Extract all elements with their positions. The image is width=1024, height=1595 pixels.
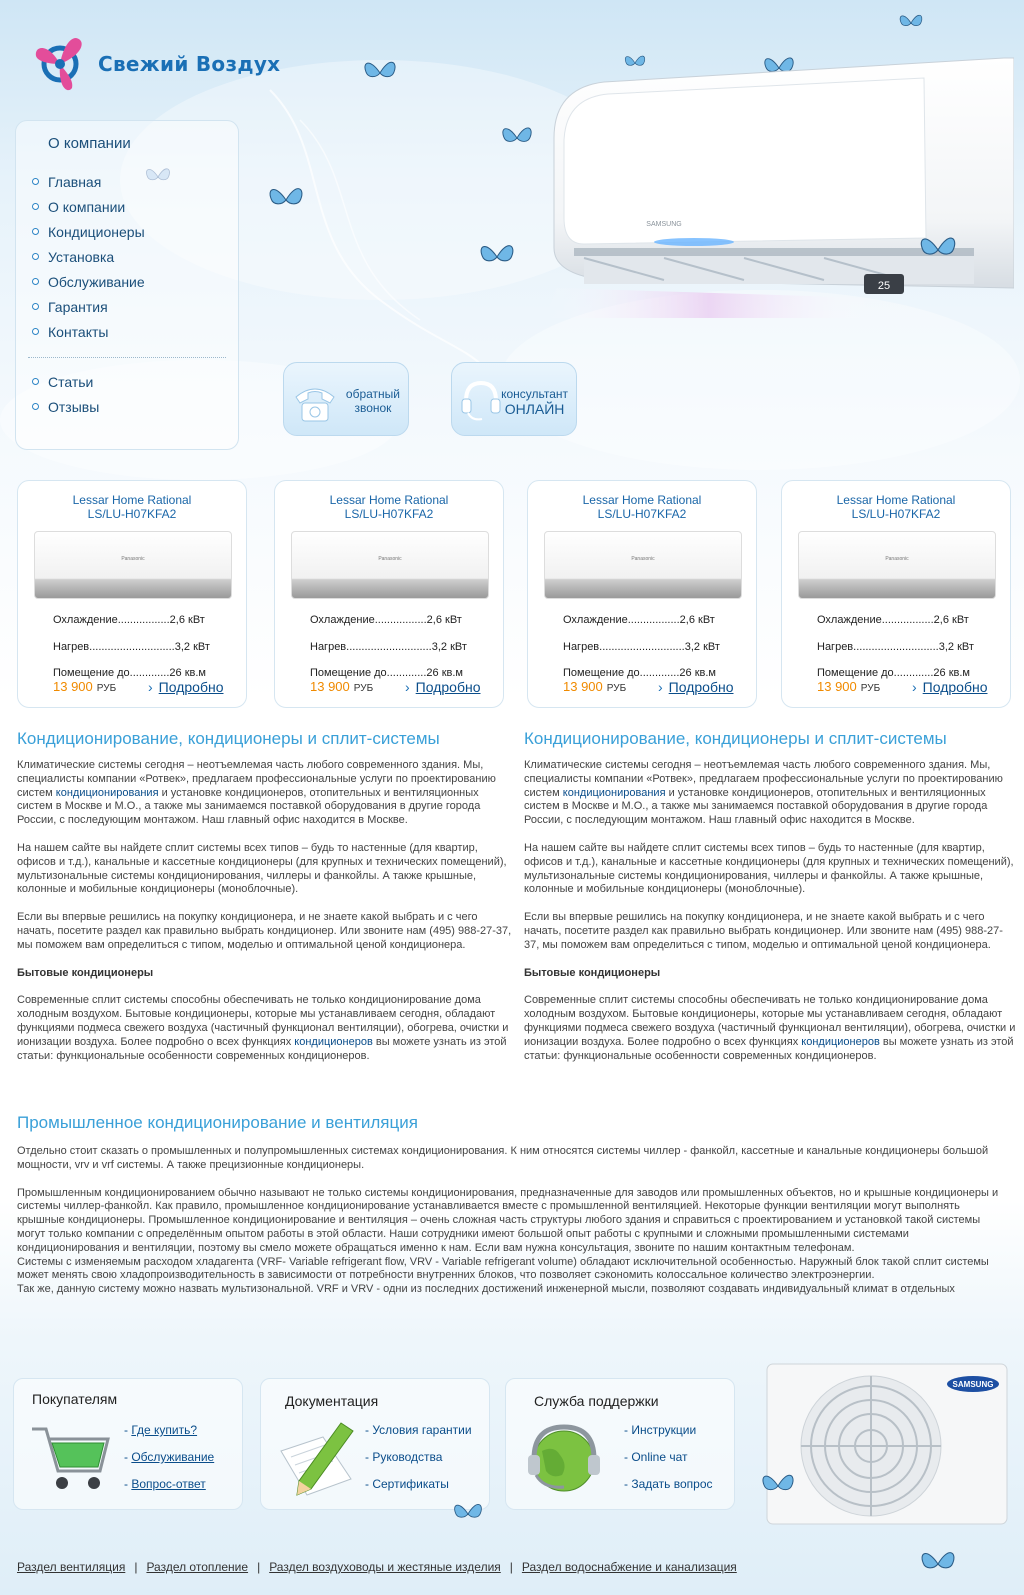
- spec-cooling: Охлаждение.................2,6 кВт: [817, 614, 969, 626]
- product-title-line2: LS/LU-H07KFA2: [851, 507, 941, 521]
- price-currency: РУБ: [96, 683, 117, 694]
- menu-item-label: Обслуживание: [48, 273, 145, 290]
- footer-link-ducts[interactable]: Раздел воздуховоды и жестяные изделия: [269, 1560, 501, 1574]
- menu-item-reviews[interactable]: [32, 394, 99, 419]
- callback-line2: звонок: [354, 401, 392, 415]
- product-image[interactable]: [544, 531, 742, 599]
- footer-separator: |: [257, 1560, 261, 1574]
- link-online-chat[interactable]: - Online чат: [624, 1450, 688, 1464]
- product-price: [817, 679, 880, 694]
- menu-item-contacts[interactable]: [32, 319, 145, 344]
- article-right: [524, 729, 1016, 1077]
- text: Современные сплит системы способны обеспечивать не только кондиционирование дома холодным воздухом. Бытовые кондиционеры, которые мы устанавливаем сегодня, обладают функциями подмеса свежего воздуха (частичный функционал вентиляции), обогрева, очистки и ионизации воздуха. Более подробно о всех функциях: [17, 994, 509, 1048]
- text: вы можете узнать из этой статьи: функциональные особенности современных кондиционеров.: [524, 1035, 1014, 1062]
- shopping-cart-icon: [28, 1419, 114, 1499]
- article-paragraph: Если вы впервые решились на покупку кондиционера, и не знаете какой выбрать и с чего начать, посетите раздел как правильно выбрать кондиционер. Или звоните нам (495) 988-27-37, мы поможем вам определиться с типом, моделью и оптимальной ценой кондиционера.: [524, 911, 1003, 951]
- product-brand: Panasonic: [121, 556, 145, 562]
- menu-item-home[interactable]: [32, 169, 145, 194]
- menu-item-about[interactable]: [32, 194, 145, 219]
- link-warranty-terms[interactable]: - Условия гарантии: [365, 1423, 472, 1437]
- butterfly-icon: [898, 10, 924, 36]
- footer-link-heating[interactable]: Раздел отопление: [146, 1560, 249, 1574]
- product-image[interactable]: [34, 531, 232, 599]
- article-paragraph: [524, 759, 1016, 828]
- product-card: [527, 480, 757, 708]
- product-card: [781, 480, 1011, 708]
- menu-divider: [28, 357, 226, 358]
- box-docs: [260, 1378, 490, 1510]
- product-title[interactable]: [18, 493, 246, 521]
- product-title-line1: Lessar Home Rational: [836, 493, 956, 507]
- consultant-button[interactable]: [451, 362, 577, 436]
- more-link[interactable]: › Подробно: [658, 679, 734, 695]
- bullet-icon: [32, 203, 39, 210]
- product-brand: Panasonic: [885, 556, 909, 562]
- industrial-paragraph: Промышленным кондиционированием обычно называют не только системы кондиционирования, предназначенные для заводов или промышленных объектов, но и крышные кондиционеры и системы чиллер-фанкойл. Как правило, промышленное кондиционирование устанавливается вместе с промышленной вентиляцией. Некоторые функции вентиляции могут выполнять крышные кондиционеры. Промышленное кондиционирование и вентиляция – очень сложная часть структуры любого здания и справиться с проектированием и установкой такой системы могут только компании с определённым опытом работы в этой области. Наши сотрудники имеют большой опыт работы с крупными и сложными промышленными системами кондиционирования и вентиляции, поэтому вы смело можете обращаться именно к нам. Если вам нужна консультация, звоните по нашим контактным телефонам.: [17, 1186, 999, 1254]
- spec-room: Помещение до.............26 кв.м: [310, 667, 463, 679]
- product-title-line1: Lessar Home Rational: [72, 493, 192, 507]
- price-currency: РУБ: [606, 683, 627, 694]
- more-link[interactable]: › Подробно: [405, 679, 481, 695]
- box-buyers: [13, 1378, 243, 1510]
- menu-item-label: Контакты: [48, 323, 109, 340]
- bullet-icon: [32, 403, 39, 410]
- product-title-line2: LS/LU-H07KFA2: [344, 507, 434, 521]
- butterfly-icon: [918, 1546, 958, 1582]
- link-where-to-buy[interactable]: - Где купить?: [124, 1423, 198, 1437]
- article-paragraph: Если вы впервые решились на покупку кондиционера, и не знаете какой выбрать и с чего начать, посетите раздел как правильно выбрать кондиционер. Или звоните нам (495) 988-27-37, мы поможем вам определиться с типом, моделью и оптимальной ценой кондиционера.: [17, 911, 512, 951]
- product-image[interactable]: [798, 531, 996, 599]
- more-link[interactable]: › Подробно: [148, 679, 224, 695]
- product-title[interactable]: [782, 493, 1010, 521]
- spec-heating: Нагрев............................3,2 кВт: [817, 641, 974, 653]
- headset-icon: [458, 375, 504, 425]
- article-subtitle: Бытовые кондиционеры: [17, 966, 154, 979]
- link-certificates[interactable]: - Сертификаты: [365, 1477, 449, 1491]
- industrial-title: Промышленное кондиционирование и вентиляция: [17, 1113, 418, 1132]
- text: вы можете узнать из этой статьи: функциональные особенности современных кондиционеров.: [17, 1035, 507, 1062]
- consultant-line2: ОНЛАЙН: [504, 401, 565, 417]
- footer-links: [17, 1560, 737, 1574]
- price-value: 13 900: [817, 679, 857, 694]
- article-title: Кондиционирование, кондиционеры и сплит-системы: [524, 729, 947, 748]
- bullet-icon: [32, 378, 39, 385]
- spec-cooling: Охлаждение.................2,6 кВт: [563, 614, 715, 626]
- link-ask-question[interactable]: - Задать вопрос: [624, 1477, 713, 1491]
- box-support: [505, 1378, 735, 1510]
- butterfly-icon: [478, 236, 516, 278]
- link-faq[interactable]: - Вопрос-ответ: [124, 1477, 206, 1491]
- logo-fan-icon[interactable]: [28, 32, 92, 96]
- menu-title: О компании: [48, 135, 131, 152]
- product-card: [17, 480, 247, 708]
- text: и установке кондиционеров, отопительных и вентиляционных систем в Москве и М.О., а также мы занимаемся поставкой оборудования в другие города России, с последующим монтажом. Наш главный офис находится в Москве.: [524, 786, 988, 827]
- product-price: [310, 679, 373, 694]
- bullet-icon: [32, 303, 39, 310]
- article-subtitle: Бытовые кондиционеры: [524, 966, 661, 979]
- bullet-icon: [32, 253, 39, 260]
- brand-name[interactable]: Свежий Воздух: [98, 52, 281, 76]
- price-currency: РУБ: [353, 683, 374, 694]
- spec-heating: Нагрев............................3,2 кВт: [310, 641, 467, 653]
- product-brand: Panasonic: [631, 556, 655, 562]
- product-title-line1: Lessar Home Rational: [329, 493, 449, 507]
- article-paragraph: На нашем сайте вы найдете сплит системы всех типов – будь то настенные (для квартир, офисов и т.д.), канальные и кассетные кондиционеры (для крупных и технических помещений), мультизональные системы кондиционирования, чиллеры и фанкойлы. А также крышные, колонные и мобильные кондиционеры (моноблочные).: [17, 841, 507, 896]
- spec-room: Помещение до.............26 кв.м: [817, 667, 970, 679]
- menu-item-label: О компании: [48, 198, 126, 215]
- footer-link-ventilation[interactable]: Раздел вентиляция: [17, 1560, 126, 1574]
- article-title: Кондиционирование, кондиционеры и сплит-системы: [17, 729, 440, 748]
- text: Современные сплит системы способны обеспечивать не только кондиционирование дома холодным воздухом. Бытовые кондиционеры, которые мы устанавливаем сегодня, обладают функциями подмеса свежего воздуха (частичный функционал вентиляции), обогрева, очистки и ионизации воздуха. Более подробно о всех функциях: [524, 994, 1016, 1048]
- text: Климатические системы сегодня – неотъемлемая часть любого современного здания. Мы, специалисты компании «Ротвек», предлагаем профессиональные услуги по проектированию систем: [524, 759, 1003, 799]
- butterfly-icon: [500, 122, 534, 154]
- side-menu: [15, 120, 239, 450]
- text: Климатические системы сегодня – неотъемлемая часть любого современного здания. Мы, специалисты компании «Ротвек», предлагаем профессиональные услуги по проектированию систем: [17, 759, 496, 799]
- menu-item-warranty[interactable]: [32, 294, 145, 319]
- box-title: Документация: [285, 1393, 379, 1409]
- footer-separator: |: [134, 1560, 138, 1574]
- product-card: [274, 480, 504, 708]
- product-image[interactable]: [291, 531, 489, 599]
- phone-icon: [290, 377, 340, 425]
- support-globe-icon: [524, 1415, 608, 1501]
- butterfly-icon: [760, 1466, 796, 1506]
- link-instructions[interactable]: - Инструкции: [624, 1423, 697, 1437]
- butterfly-icon: [918, 228, 958, 272]
- article-left: [17, 729, 513, 1077]
- link-conditioning[interactable]: кондиционирования: [562, 786, 666, 799]
- menu-item-installation[interactable]: [32, 244, 145, 269]
- price-value: 13 900: [563, 679, 603, 694]
- link-conditioners[interactable]: кондиционеров: [294, 1035, 376, 1048]
- product-price: [563, 679, 626, 694]
- industrial-section: [17, 1113, 1002, 1311]
- text: и установке кондиционеров, отопительных и вентиляционных систем в Москве и М.О., а также мы занимаемся поставкой оборудования в другие города России, с последующим монтажом. Наш главный офис находится в Москве.: [17, 786, 481, 827]
- menu-item-articles[interactable]: [32, 369, 99, 394]
- industrial-paragraph: Отдельно стоит сказать о промышленных и полупромышленных системах кондиционирования. К ним относятся системы чиллер - фанкойл, кассетные и канальные кондиционеры большой мощности, vrv и vrf системы. А также прецизионные кондиционеры.: [17, 1145, 989, 1171]
- product-title-line1: Lessar Home Rational: [582, 493, 702, 507]
- document-pencil-icon: [271, 1417, 361, 1501]
- more-link[interactable]: › Подробно: [912, 679, 988, 695]
- menu-item-label: Гарантия: [48, 298, 108, 315]
- bullet-icon: [32, 178, 39, 185]
- industrial-paragraph: Так же, данную систему можно назвать мультизональной. VRF и VRV - одни из последних достижений инженерной мысли, позволяют создавать индивидуальный климат в отдельных: [17, 1283, 955, 1296]
- ac-brand-label: SAMSUNG: [646, 221, 682, 228]
- box-title: Служба поддержки: [534, 1393, 659, 1409]
- menu-list-secondary: [32, 369, 99, 419]
- bullet-icon: [32, 278, 39, 285]
- butterfly-icon: [362, 56, 398, 90]
- spec-room: Помещение до.............26 кв.м: [563, 667, 716, 679]
- hero-air-conditioner: [544, 48, 1014, 318]
- spec-heating: Нагрев............................3,2 кВт: [53, 641, 210, 653]
- spec-room: Помещение до.............26 кв.м: [53, 667, 206, 679]
- article-paragraph: На нашем сайте вы найдете сплит системы всех типов – будь то настенные (для квартир, офисов и т.д.), канальные и кассетные кондиционеры (для крупных и технических помещений), мультизональные системы кондиционирования, чиллеры и фанкойлы. А также крышные, колонные и мобильные кондиционеры (моноблочные).: [524, 841, 1014, 896]
- consultant-line1: консультант: [501, 387, 568, 401]
- footer-separator: |: [509, 1560, 513, 1574]
- menu-item-label: Статьи: [48, 373, 94, 390]
- spec-cooling: Охлаждение.................2,6 кВт: [310, 614, 462, 626]
- ac-display: 25: [877, 280, 891, 292]
- link-manuals[interactable]: - Руководства: [365, 1450, 443, 1464]
- product-title[interactable]: [275, 493, 503, 521]
- price-value: 13 900: [53, 679, 93, 694]
- product-title-line2: LS/LU-H07KFA2: [597, 507, 687, 521]
- article-paragraph: [524, 994, 1016, 1063]
- callback-line1: обратный: [345, 387, 400, 401]
- menu-item-conditioners[interactable]: [32, 219, 145, 244]
- menu-item-service[interactable]: [32, 269, 145, 294]
- butterfly-icon: [452, 1492, 484, 1536]
- menu-item-label: Кондиционеры: [48, 223, 145, 240]
- menu-list: [32, 169, 145, 344]
- product-brand: Panasonic: [378, 556, 402, 562]
- menu-item-label: Главная: [48, 173, 102, 190]
- product-title[interactable]: [528, 493, 756, 521]
- menu-item-label: Установка: [48, 248, 115, 265]
- price-currency: РУБ: [860, 683, 881, 694]
- price-value: 13 900: [310, 679, 350, 694]
- box-title: Покупателям: [32, 1391, 118, 1407]
- bullet-icon: [32, 328, 39, 335]
- butterfly-icon: [266, 182, 306, 218]
- article-paragraph: [17, 759, 513, 828]
- link-conditioning[interactable]: кондиционирования: [55, 786, 159, 799]
- outdoor-brand: SAMSUNG: [952, 1380, 994, 1389]
- spec-cooling: Охлаждение.................2,6 кВт: [53, 614, 205, 626]
- footer-link-water[interactable]: Раздел водоснабжение и канализация: [521, 1560, 737, 1574]
- product-price: [53, 679, 116, 694]
- article-paragraph: [17, 994, 513, 1063]
- bullet-icon: [32, 228, 39, 235]
- link-service[interactable]: - Обслуживание: [124, 1450, 215, 1464]
- industrial-paragraph: Системы с изменяемым расходом хладагента (VRF- Variable refrigerant flow, VRV - Variable refrigerant volume) обладают исключительной особенностью. Наружный блок такой сплит системы может менять свою хладопроизводительность в зависимости от потребности внутренних блоков, что позволяет сэкономить колоссальное количество электроэнергии.: [17, 1255, 989, 1282]
- outdoor-unit-image: [765, 1362, 1017, 1528]
- product-title-line2: LS/LU-H07KFA2: [87, 507, 177, 521]
- callback-button[interactable]: [283, 362, 409, 436]
- link-conditioners[interactable]: кондиционеров: [801, 1035, 883, 1048]
- menu-item-label: Отзывы: [48, 398, 100, 415]
- spec-heating: Нагрев............................3,2 кВт: [563, 641, 720, 653]
